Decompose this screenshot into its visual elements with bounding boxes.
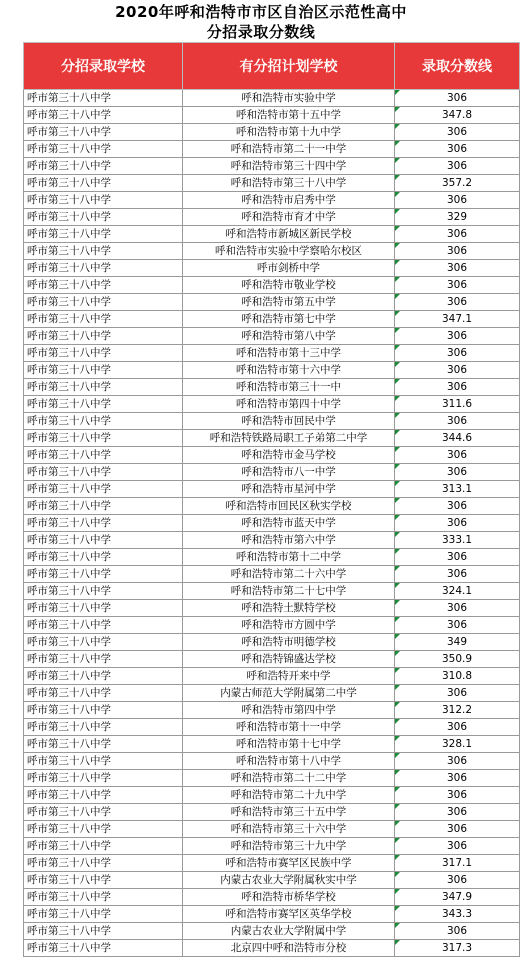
- table-row: [24, 855, 520, 872]
- quota-school-cell: 呼和浩特市第四十中学: [183, 396, 395, 413]
- table-row: [24, 464, 520, 481]
- quota-school-cell: 呼和浩特市实验中学察哈尔校区: [183, 243, 395, 260]
- cutoff-score-cell: 306: [395, 141, 520, 158]
- cutoff-score-cell: 306: [395, 447, 520, 464]
- admitting-school-cell: 呼市第三十八中学: [24, 940, 183, 957]
- admitting-school-cell: 呼市第三十八中学: [24, 770, 183, 787]
- table-row: [24, 294, 520, 311]
- quota-school-cell: 内蒙古农业大学附属秋实中学: [183, 872, 395, 889]
- table-row: [24, 668, 520, 685]
- table-row: [24, 311, 520, 328]
- table-row: [24, 821, 520, 838]
- table-row: [24, 260, 520, 277]
- admitting-school-cell: 呼市第三十八中学: [24, 668, 183, 685]
- table-row: [24, 770, 520, 787]
- quota-school-cell: 呼和浩特市第八中学: [183, 328, 395, 345]
- quota-school-cell: 呼和浩特市第三十六中学: [183, 821, 395, 838]
- admitting-school-cell: 呼市第三十八中学: [24, 413, 183, 430]
- table-row: [24, 226, 520, 243]
- admitting-school-cell: 呼市第三十八中学: [24, 872, 183, 889]
- quota-school-cell: 呼和浩特市第十二中学: [183, 549, 395, 566]
- admitting-school-cell: 呼市第三十八中学: [24, 90, 183, 107]
- quota-school-cell: 内蒙古农业大学附属中学: [183, 923, 395, 940]
- table-row: [24, 940, 520, 957]
- quota-school-cell: 呼和浩特土默特学校: [183, 600, 395, 617]
- quota-school-cell: 呼和浩特市第六中学: [183, 532, 395, 549]
- quota-school-cell: 呼和浩特市星河中学: [183, 481, 395, 498]
- quota-school-cell: 内蒙古师范大学附属第二中学: [183, 685, 395, 702]
- cutoff-score-cell: 306: [395, 277, 520, 294]
- cutoff-score-cell: 306: [395, 821, 520, 838]
- admitting-school-cell: 呼市第三十八中学: [24, 498, 183, 515]
- admitting-school-cell: 呼市第三十八中学: [24, 277, 183, 294]
- admitting-school-cell: 呼市第三十八中学: [24, 447, 183, 464]
- table-row: [24, 90, 520, 107]
- quota-school-cell: 呼和浩特市第二十七中学: [183, 583, 395, 600]
- page-subtitle: 分招录取分数线: [206, 23, 316, 41]
- cutoff-score-cell: 349: [395, 634, 520, 651]
- admitting-school-cell: 呼市第三十八中学: [24, 549, 183, 566]
- admitting-school-cell: 呼市第三十八中学: [24, 838, 183, 855]
- quota-school-cell: 呼和浩特市第十八中学: [183, 753, 395, 770]
- admitting-school-cell: 呼市第三十八中学: [24, 328, 183, 345]
- cutoff-score-cell: 306: [395, 243, 520, 260]
- quota-school-cell: 呼和浩特市第七中学: [183, 311, 395, 328]
- admitting-school-cell: 呼市第三十八中学: [24, 345, 183, 362]
- cutoff-score-cell: 306: [395, 617, 520, 634]
- admitting-school-cell: 呼市第三十八中学: [24, 600, 183, 617]
- cutoff-score-cell: 306: [395, 90, 520, 107]
- cutoff-score-cell: 306: [395, 328, 520, 345]
- quota-school-cell: 呼和浩特市敬业学校: [183, 277, 395, 294]
- admitting-school-cell: 呼市第三十八中学: [24, 192, 183, 209]
- table-row: [24, 804, 520, 821]
- cutoff-score-cell: 344.6: [395, 430, 520, 447]
- cutoff-score-cell: 306: [395, 804, 520, 821]
- cutoff-score-cell: 310.8: [395, 668, 520, 685]
- table-row: [24, 141, 520, 158]
- cutoff-score-cell: 347.1: [395, 311, 520, 328]
- quota-school-cell: 呼和浩特锦盛达学校: [183, 651, 395, 668]
- quota-school-cell: 呼和浩特市第三十一中: [183, 379, 395, 396]
- header-admitting-school: 分招录取学校: [24, 43, 183, 90]
- quota-school-cell: 呼和浩特市第三十九中学: [183, 838, 395, 855]
- admitting-school-cell: 呼市第三十八中学: [24, 855, 183, 872]
- admitting-school-cell: 呼市第三十八中学: [24, 226, 183, 243]
- quota-school-cell: 呼和浩特市回民区秋实学校: [183, 498, 395, 515]
- cutoff-score-cell: 306: [395, 753, 520, 770]
- quota-school-cell: 呼和浩特市第二十六中学: [183, 566, 395, 583]
- admitting-school-cell: 呼市第三十八中学: [24, 107, 183, 124]
- table-row: [24, 447, 520, 464]
- table-row: [24, 362, 520, 379]
- cutoff-score-cell: 347.9: [395, 889, 520, 906]
- admitting-school-cell: 呼市第三十八中学: [24, 243, 183, 260]
- admitting-school-cell: 呼市第三十八中学: [24, 889, 183, 906]
- admitting-school-cell: 呼市第三十八中学: [24, 379, 183, 396]
- cutoff-score-cell: 306: [395, 498, 520, 515]
- table-row: [24, 277, 520, 294]
- admitting-school-cell: 呼市第三十八中学: [24, 719, 183, 736]
- admitting-school-cell: 呼市第三十八中学: [24, 396, 183, 413]
- cutoff-score-cell: 347.8: [395, 107, 520, 124]
- quota-school-cell: 呼和浩特市蓝天中学: [183, 515, 395, 532]
- cutoff-score-cell: 350.9: [395, 651, 520, 668]
- table-row: [24, 158, 520, 175]
- quota-school-cell: 呼和浩特开来中学: [183, 668, 395, 685]
- admitting-school-cell: 呼市第三十八中学: [24, 464, 183, 481]
- quota-school-cell: 呼和浩特市赛罕区英华学校: [183, 906, 395, 923]
- cutoff-score-cell: 306: [395, 413, 520, 430]
- cutoff-score-cell: 317.1: [395, 855, 520, 872]
- cutoff-score-cell: 317.3: [395, 940, 520, 957]
- admitting-school-cell: 呼市第三十八中学: [24, 787, 183, 804]
- cutoff-score-cell: 329: [395, 209, 520, 226]
- cutoff-score-cell: 313.1: [395, 481, 520, 498]
- quota-school-cell: 呼和浩特市第三十四中学: [183, 158, 395, 175]
- cutoff-score-cell: 306: [395, 379, 520, 396]
- cutoff-score-cell: 306: [395, 294, 520, 311]
- cutoff-score-cell: 306: [395, 685, 520, 702]
- quota-school-cell: 呼和浩特市第三十八中学: [183, 175, 395, 192]
- table-body: [24, 90, 520, 957]
- quota-school-cell: 呼和浩特市第十三中学: [183, 345, 395, 362]
- cutoff-score-cell: 306: [395, 787, 520, 804]
- admitting-school-cell: 呼市第三十八中学: [24, 923, 183, 940]
- table-row: [24, 209, 520, 226]
- table-row: [24, 175, 520, 192]
- quota-school-cell: 呼和浩特市第十六中学: [183, 362, 395, 379]
- table-row: [24, 702, 520, 719]
- admitting-school-cell: 呼市第三十八中学: [24, 158, 183, 175]
- admitting-school-cell: 呼市第三十八中学: [24, 651, 183, 668]
- table-row: [24, 753, 520, 770]
- quota-school-cell: 呼和浩特市第五中学: [183, 294, 395, 311]
- admitting-school-cell: 呼市第三十八中学: [24, 821, 183, 838]
- cutoff-score-cell: 306: [395, 362, 520, 379]
- cutoff-score-cell: 306: [395, 872, 520, 889]
- cutoff-score-cell: 306: [395, 515, 520, 532]
- quota-school-cell: 呼和浩特市第二十九中学: [183, 787, 395, 804]
- admitting-school-cell: 呼市第三十八中学: [24, 617, 183, 634]
- quota-school-cell: 呼和浩特市明德学校: [183, 634, 395, 651]
- table-row: [24, 651, 520, 668]
- cutoff-score-cell: 306: [395, 192, 520, 209]
- admitting-school-cell: 呼市第三十八中学: [24, 566, 183, 583]
- cutoff-score-cell: 306: [395, 600, 520, 617]
- table-row: [24, 396, 520, 413]
- cutoff-score-cell: 324.1: [395, 583, 520, 600]
- quota-school-cell: 北京四中呼和浩特市分校: [183, 940, 395, 957]
- table-row: [24, 481, 520, 498]
- cutoff-score-cell: 306: [395, 838, 520, 855]
- cutoff-score-cell: 328.1: [395, 736, 520, 753]
- quota-school-cell: 呼和浩特市回民中学: [183, 413, 395, 430]
- table-row: [24, 498, 520, 515]
- table-row: [24, 583, 520, 600]
- admitting-school-cell: 呼市第三十八中学: [24, 124, 183, 141]
- quota-school-cell: 呼和浩特市第二十一中学: [183, 141, 395, 158]
- admitting-school-cell: 呼市第三十八中学: [24, 702, 183, 719]
- admitting-school-cell: 呼市第三十八中学: [24, 311, 183, 328]
- table-row: [24, 532, 520, 549]
- quota-school-cell: 呼和浩特市第十一中学: [183, 719, 395, 736]
- table-row: [24, 243, 520, 260]
- admitting-school-cell: 呼市第三十八中学: [24, 141, 183, 158]
- quota-school-cell: 呼和浩特市第十五中学: [183, 107, 395, 124]
- quota-school-cell: 呼市剑桥中学: [183, 260, 395, 277]
- quota-school-cell: 呼和浩特市第四中学: [183, 702, 395, 719]
- table-row: [24, 515, 520, 532]
- table-row: [24, 107, 520, 124]
- admitting-school-cell: 呼市第三十八中学: [24, 583, 183, 600]
- quota-school-cell: 呼和浩特市第三十五中学: [183, 804, 395, 821]
- table-row: [24, 634, 520, 651]
- admitting-school-cell: 呼市第三十八中学: [24, 634, 183, 651]
- quota-school-cell: 呼和浩特市育才中学: [183, 209, 395, 226]
- cutoff-score-cell: 306: [395, 923, 520, 940]
- table-row: [24, 192, 520, 209]
- admitting-school-cell: 呼市第三十八中学: [24, 804, 183, 821]
- table-row: [24, 566, 520, 583]
- score-table: [23, 42, 520, 957]
- header-cutoff-score: 录取分数线: [395, 43, 520, 90]
- cutoff-score-cell: 306: [395, 260, 520, 277]
- quota-school-cell: 呼和浩特市第十七中学: [183, 736, 395, 753]
- table-row: [24, 906, 520, 923]
- table-row: [24, 685, 520, 702]
- quota-school-cell: 呼和浩特市第二十二中学: [183, 770, 395, 787]
- quota-school-cell: 呼和浩特市金马学校: [183, 447, 395, 464]
- admitting-school-cell: 呼市第三十八中学: [24, 175, 183, 192]
- quota-school-cell: 呼和浩特铁路局职工子弟第二中学: [183, 430, 395, 447]
- admitting-school-cell: 呼市第三十八中学: [24, 481, 183, 498]
- table-row: [24, 719, 520, 736]
- cutoff-score-cell: 357.2: [395, 175, 520, 192]
- admitting-school-cell: 呼市第三十八中学: [24, 532, 183, 549]
- cutoff-score-cell: 343.3: [395, 906, 520, 923]
- quota-school-cell: 呼和浩特市桥华学校: [183, 889, 395, 906]
- quota-school-cell: 呼和浩特市新城区新民学校: [183, 226, 395, 243]
- quota-school-cell: 呼和浩特市第十九中学: [183, 124, 395, 141]
- table-row: [24, 413, 520, 430]
- page-title: 2020年呼和浩特市市区自治区示范性高中: [115, 3, 407, 21]
- cutoff-score-cell: 306: [395, 549, 520, 566]
- table-row: [24, 549, 520, 566]
- table-row: [24, 379, 520, 396]
- cutoff-score-cell: 306: [395, 464, 520, 481]
- cutoff-score-cell: 306: [395, 226, 520, 243]
- cutoff-score-cell: 306: [395, 566, 520, 583]
- table-row: [24, 617, 520, 634]
- quota-school-cell: 呼和浩特市方圆中学: [183, 617, 395, 634]
- cutoff-score-cell: 312.2: [395, 702, 520, 719]
- table-row: [24, 736, 520, 753]
- cutoff-score-cell: 306: [395, 345, 520, 362]
- admitting-school-cell: 呼市第三十八中学: [24, 209, 183, 226]
- table-row: [24, 600, 520, 617]
- table-row: [24, 838, 520, 855]
- admitting-school-cell: 呼市第三十八中学: [24, 906, 183, 923]
- header-quota-school: 有分招计划学校: [183, 43, 395, 90]
- cutoff-score-cell: 333.1: [395, 532, 520, 549]
- quota-school-cell: 呼和浩特市赛罕区民族中学: [183, 855, 395, 872]
- admitting-school-cell: 呼市第三十八中学: [24, 515, 183, 532]
- table-row: [24, 430, 520, 447]
- admitting-school-cell: 呼市第三十八中学: [24, 430, 183, 447]
- cutoff-score-cell: 306: [395, 770, 520, 787]
- table-row: [24, 872, 520, 889]
- table-row: [24, 124, 520, 141]
- table-row: [24, 889, 520, 906]
- quota-school-cell: 呼和浩特市启秀中学: [183, 192, 395, 209]
- admitting-school-cell: 呼市第三十八中学: [24, 294, 183, 311]
- cutoff-score-cell: 306: [395, 124, 520, 141]
- admitting-school-cell: 呼市第三十八中学: [24, 685, 183, 702]
- quota-school-cell: 呼和浩特市八一中学: [183, 464, 395, 481]
- admitting-school-cell: 呼市第三十八中学: [24, 736, 183, 753]
- cutoff-score-cell: 306: [395, 719, 520, 736]
- quota-school-cell: 呼和浩特市实验中学: [183, 90, 395, 107]
- admitting-school-cell: 呼市第三十八中学: [24, 362, 183, 379]
- table-header-row: [24, 43, 520, 90]
- table-row: [24, 787, 520, 804]
- admitting-school-cell: 呼市第三十八中学: [24, 260, 183, 277]
- table-row: [24, 345, 520, 362]
- table-row: [24, 923, 520, 940]
- admitting-school-cell: 呼市第三十八中学: [24, 753, 183, 770]
- cutoff-score-cell: 311.6: [395, 396, 520, 413]
- table-row: [24, 328, 520, 345]
- cutoff-score-cell: 306: [395, 158, 520, 175]
